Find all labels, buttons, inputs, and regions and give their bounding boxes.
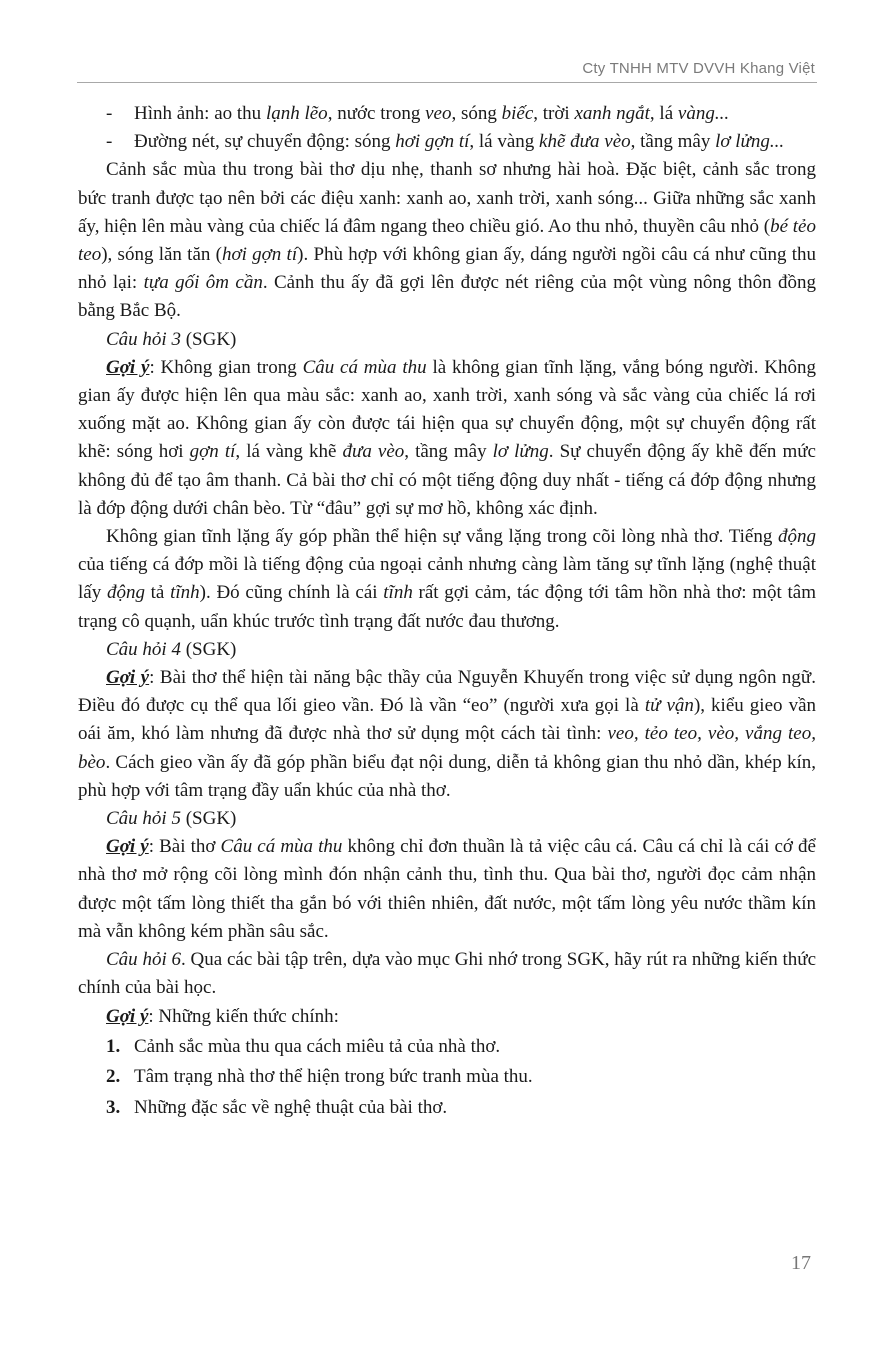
page-body <box>78 100 816 1125</box>
italic-text: tĩnh <box>170 582 200 604</box>
question-4-heading <box>78 636 816 664</box>
text-run: Không gian tĩnh lặng ấy góp phần thể hiện sự vắng lặng trong cõi lòng nhà thơ. Tiếng <box>106 526 778 548</box>
italic-text: lạnh lẽo <box>265 103 328 124</box>
italic-text: bé tẻo teo <box>78 215 816 266</box>
text-run: : Bài thơ <box>148 836 221 858</box>
text-run: không chỉ đơn thuần là tả việc câu cá. Câu cá chỉ là cái cớ để nhà thơ mở rộng cõi lòng mình đón nhận cảnh thu, tình thu. Qua bài thơ, người đọc cảm nhận được một tấm lòng thiết tha gắn bó với thiên nhiên, đất nước, một tấm lòng yêu nước thầm kín mà vẫn không kém phần sâu sắc. <box>78 836 816 942</box>
list-item <box>106 1033 816 1061</box>
text-run: . Qua các bài tập trên, dựa vào mục Ghi nhớ trong SGK, hãy rút ra những kiến thức chính của bài học. <box>78 949 817 999</box>
italic-text: Câu hỏi 6 <box>106 949 182 971</box>
list-text: Những đặc sắc về nghệ thuật của bài thơ. <box>134 1097 448 1119</box>
text-run: ). Đó cũng chính là cái <box>199 582 384 604</box>
list-item <box>106 1094 816 1122</box>
text-run: , tầng mây <box>630 131 716 153</box>
list-text: Tâm trạng nhà thơ thể hiện trong bức tranh mùa thu. <box>134 1066 533 1088</box>
question-6-hint <box>78 1003 816 1031</box>
list-item <box>106 1063 816 1091</box>
question-3-paragraph-2 <box>78 523 816 636</box>
hint-label: Gợi ý <box>106 356 150 378</box>
running-header: Cty TNHH MTV DVVH Khang Việt <box>582 60 815 77</box>
text-run: của tiếng cá đớp mồi là tiếng động của ngoại cảnh nhưng càng làm tăng sự tĩnh lặng (nghệ thuật lấy <box>78 554 816 604</box>
text-run: , nước trong <box>327 103 426 124</box>
text-run: . Cảnh thu ấy đã gợi lên được nét riêng của một vùng nông thôn đồng bằng Bắc Bộ. <box>78 272 816 322</box>
italic-text: lơ lửng <box>492 441 549 463</box>
text-run: : Không gian trong <box>149 356 303 378</box>
italic-text: hơi gợn tí <box>395 131 470 153</box>
question-3-heading <box>78 326 816 354</box>
question-label: Câu hỏi 5 <box>106 808 181 830</box>
text-run: Đường nét, sự chuyển động: sóng <box>134 131 396 153</box>
question-label: Câu hỏi 4 <box>106 638 181 660</box>
list-number: 1. <box>106 1035 121 1057</box>
text-run: tả <box>144 582 171 604</box>
question-4-hint <box>78 664 816 805</box>
text-run: , lá <box>649 103 678 124</box>
text-run: , tầng mây <box>404 441 493 463</box>
italic-text: đưa vèo <box>342 441 405 463</box>
list-text: Cảnh sắc mùa thu qua cách miêu tả của nhà thơ. <box>134 1035 501 1057</box>
italic-text: veo <box>425 103 452 124</box>
text-run: , trời <box>533 103 575 124</box>
page-number: 17 <box>791 1252 811 1274</box>
text-run: ), sóng lăn tăn ( <box>101 244 222 266</box>
text-run: , lá vàng <box>469 131 540 153</box>
italic-text: vàng... <box>677 103 730 124</box>
italic-text: tựa gối ôm cần <box>143 272 263 294</box>
question-3-hint <box>78 354 816 523</box>
knowledge-list <box>78 1033 816 1123</box>
text-run: , lá vàng khẽ <box>235 441 343 463</box>
header-rule <box>77 82 817 83</box>
hint-label: Gợi ý <box>106 836 149 858</box>
text-run: ), kiểu gieo vần oái ăm, khó làm nhưng đã được nhà thơ sử dụng một cách tài tình: <box>78 695 816 745</box>
text-run: . Sự chuyển động ấy khẽ đến mức không đủ để tạo âm thanh. Cả bài thơ chỉ có một tiếng động duy nhất - tiếng cá đớp động nhưng là đớp động dưới chân bèo. Từ “đâu” gợi sự mơ hồ, không xác định. <box>78 441 816 519</box>
bullet-dash: - <box>106 103 113 124</box>
hint-label: Gợi ý <box>106 1005 149 1027</box>
text-run: Cảnh sắc mùa thu trong bài thơ dịu nhẹ, thanh sơ nhưng hài hoà. Đặc biệt, cảnh sắc trong bức tranh được tạo nên bởi các điệu xanh: xanh ao, xanh trời, xanh sóng... Giữa những sắc xanh ấy, hiện lên màu vàng của chiếc lá đâm ngang theo chiều gió. Ao thu nhỏ, thuyền câu nhỏ ( <box>78 159 816 237</box>
text-run: rất gợi cảm, tác động tới tâm hồn nhà thơ: một tâm trạng cô quạnh, uẩn khúc trước tình trạng đất nước đau thương. <box>78 582 817 632</box>
question-label: Câu hỏi 3 <box>106 328 181 350</box>
italic-text: tĩnh <box>383 582 413 604</box>
paragraph-autumn-scenery <box>78 156 816 325</box>
text-run: : Bài thơ thể hiện tài năng bậc thầy của Nguyễn Khuyến trong việc sử dụng ngôn ngữ. Điều đó được cụ thể qua lối gieo vần. Đó là vần “eo” (người xưa gọi là <box>78 667 816 717</box>
italic-text: biếc <box>501 103 534 124</box>
text-run: là không gian tĩnh lặng, vắng bóng người. Không gian ấy được hiện lên qua màu sắc: xanh ao, xanh trời, xanh sóng và sắc vàng của chiếc lá rơi xuống mặt ao. Không gian ấy còn được tái hiện qua sự chuyển động, một sự chuyển động rất khẽ: sóng hơi <box>78 356 816 463</box>
list-number: 2. <box>106 1066 121 1088</box>
hint-label: Gợi ý <box>106 667 150 689</box>
italic-text: veo, tẻo teo, vèo, vắng teo, bèo <box>78 723 816 773</box>
italic-text: Câu cá mùa thu <box>220 836 343 858</box>
italic-text: gợn tí <box>189 441 236 463</box>
italic-text: động <box>106 582 145 604</box>
question-5-heading <box>78 805 816 833</box>
bullet-dash: - <box>106 131 113 153</box>
italic-text: hơi gợn tí <box>221 244 298 266</box>
italic-text: khẽ đưa vèo <box>539 131 631 153</box>
question-suffix: (SGK) <box>180 328 237 350</box>
text-run: , sóng <box>451 103 502 124</box>
question-5-hint <box>78 833 816 946</box>
bullet-movement-description <box>78 128 816 156</box>
italic-text: động <box>778 526 816 548</box>
list-number: 3. <box>106 1097 121 1119</box>
text-run: ). Phù hợp với không gian ấy, dáng người ngồi câu cá như cũng thu nhỏ lại: <box>78 244 816 294</box>
question-suffix: (SGK) <box>180 638 237 660</box>
italic-text: tử vận <box>644 695 694 717</box>
text-run: : Những kiến thức chính: <box>148 1005 339 1027</box>
italic-text: lơ lửng... <box>715 131 785 153</box>
bullet-image-description <box>78 100 816 128</box>
italic-text: Câu cá mùa thu <box>302 356 427 378</box>
text-run: . Cách gieo vần ấy đã góp phần biểu đạt nội dung, diễn tả không gian thu nhỏ dần, khép kín, phù hợp với tâm trạng đầy uẩn khúc của nhà thơ. <box>78 751 816 801</box>
text-run: Hình ảnh: ao thu <box>134 103 266 124</box>
question-6-prompt <box>78 946 816 1002</box>
italic-text: xanh ngắt <box>574 103 650 124</box>
question-suffix: (SGK) <box>180 808 237 830</box>
